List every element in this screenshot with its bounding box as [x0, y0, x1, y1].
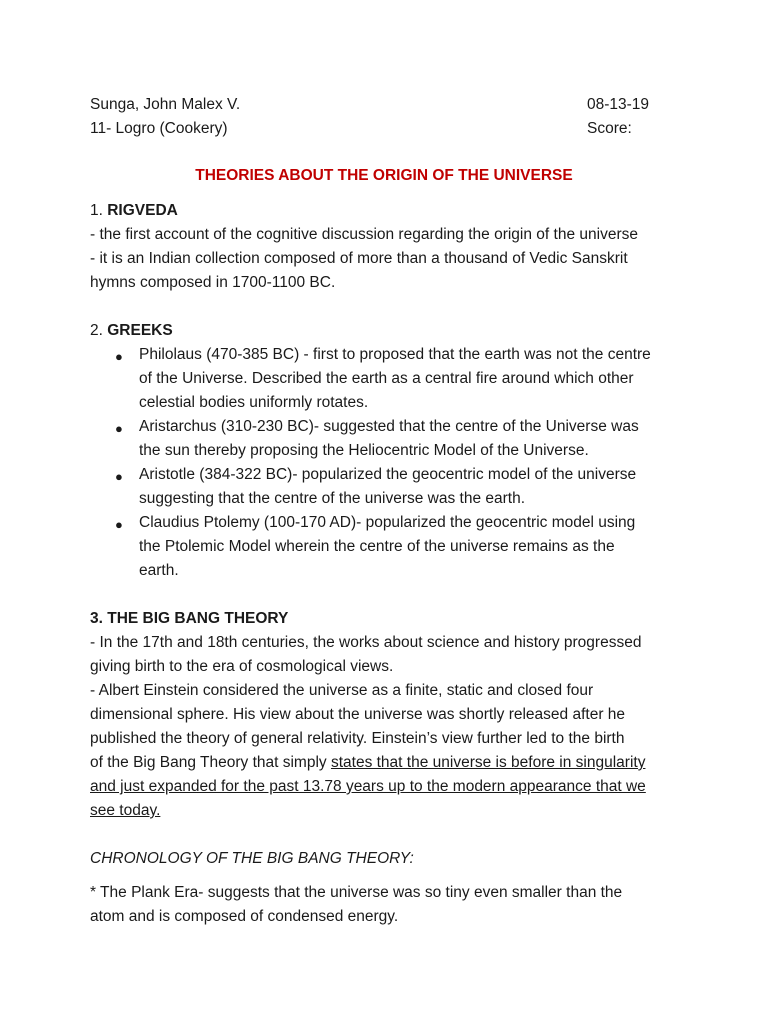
bullet-icon: ● — [115, 469, 123, 484]
bullet-text: Claudius Ptolemy (100-170 AD)- popularized the geocentric model using — [139, 514, 636, 531]
bullet-icon: ● — [115, 421, 123, 436]
class-section: 11- Logro (Cookery) — [90, 120, 228, 137]
section-heading: GREEKS — [107, 322, 173, 339]
bullet-text: suggesting that the centre of the universe was the earth. — [139, 490, 526, 507]
bullet-text: the sun thereby proposing the Heliocentric Model of the Universe. — [139, 442, 589, 459]
document-title: THEORIES ABOUT THE ORIGIN OF THE UNIVERSE — [195, 167, 573, 184]
section-number: 1. — [90, 202, 108, 219]
section-bigbang-heading: 3. THE BIG BANG THEORY — [90, 610, 289, 627]
section-number: 2. — [90, 322, 108, 339]
plain-text: of the Big Bang Theory that simply — [90, 754, 331, 771]
underlined-text: states that the universe is before in singularity — [330, 754, 646, 771]
paragraph-line: - the first account of the cognitive discussion regarding the origin of the universe — [90, 226, 638, 243]
underlined-line: see today. — [90, 802, 161, 819]
bullet-text: celestial bodies uniformly rotates. — [139, 394, 369, 411]
section-rigveda-heading — [90, 202, 178, 220]
bullet-text: the Ptolemic Model wherein the centre of the universe remains as the — [139, 538, 615, 555]
bullet-icon: ● — [115, 349, 123, 364]
paragraph-line: giving birth to the era of cosmological views. — [90, 658, 394, 675]
bullet-text: earth. — [139, 562, 179, 579]
score-label: Score: — [587, 120, 632, 137]
bullet-text: Aristotle (384-322 BC)- popularized the geocentric model of the universe — [139, 466, 637, 483]
paragraph-line: atom and is composed of condensed energy. — [90, 908, 399, 925]
student-name: Sunga, John Malex V. — [90, 96, 241, 113]
paragraph-line: - In the 17th and 18th centuries, the works about science and history progressed — [90, 634, 642, 651]
underlined-line: and just expanded for the past 13.78 years up to the modern appearance that we — [90, 778, 646, 795]
paragraph-line: dimensional sphere. His view about the universe was shortly released after he — [90, 706, 626, 723]
bullet-icon: ● — [115, 517, 123, 532]
section-heading: RIGVEDA — [107, 202, 178, 219]
paragraph-line: - it is an Indian collection composed of more than a thousand of Vedic Sanskrit — [90, 250, 628, 267]
paragraph-line: hymns composed in 1700-1100 BC. — [90, 274, 336, 291]
chronology-heading: CHRONOLOGY OF THE BIG BANG THEORY: — [90, 850, 414, 867]
date: 08-13-19 — [587, 96, 650, 113]
bullet-text: of the Universe. Described the earth as a central fire around which other — [139, 370, 634, 387]
paragraph-line: * The Plank Era- suggests that the universe was so tiny even smaller than the — [90, 884, 623, 901]
bullet-text: Philolaus (470-385 BC) - first to proposed that the earth was not the centre — [139, 346, 651, 363]
paragraph-line: published the theory of general relativity. Einstein’s view further led to the birth — [90, 730, 625, 747]
paragraph-line: - Albert Einstein considered the universe as a finite, static and closed four — [90, 682, 594, 699]
section-greeks-heading — [90, 322, 173, 340]
paragraph-line — [90, 754, 645, 772]
bullet-text: Aristarchus (310-230 BC)- suggested that the centre of the Universe was — [139, 418, 639, 435]
